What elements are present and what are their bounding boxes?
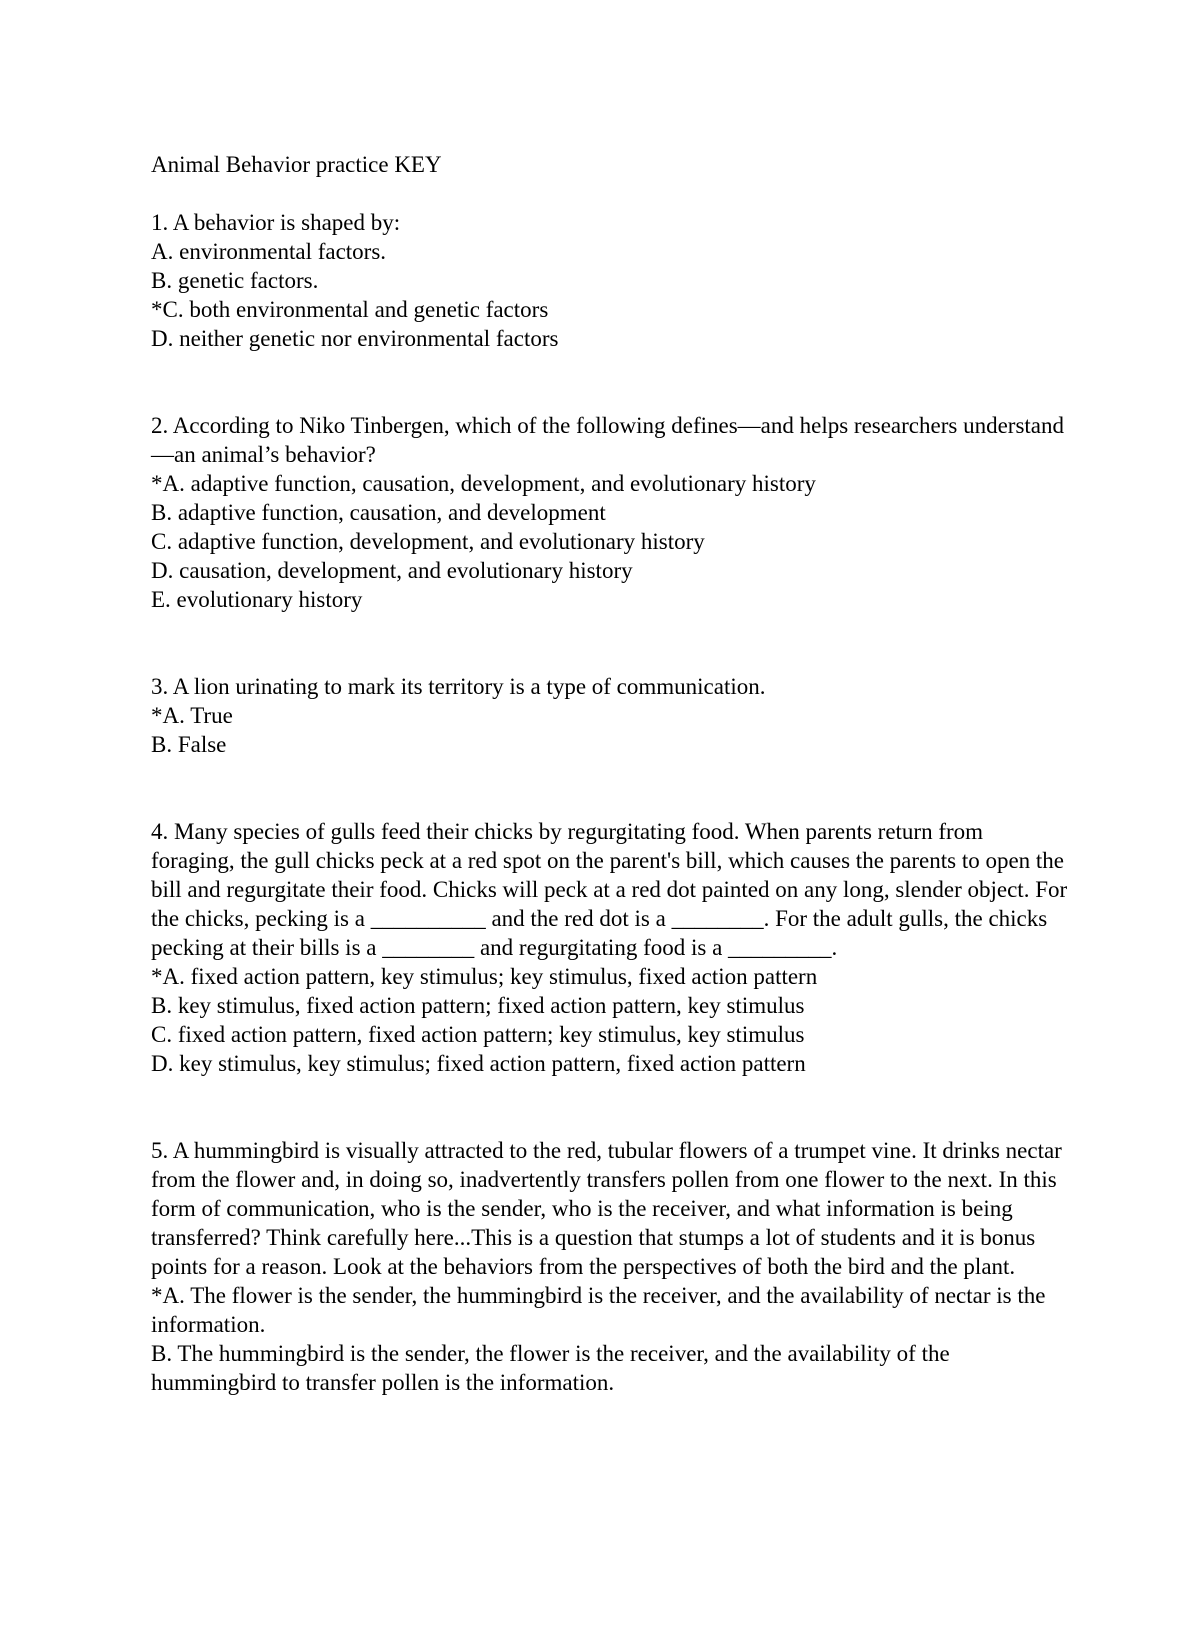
answer-option-correct: *A. True — [151, 703, 233, 728]
answer-options — [151, 701, 1071, 759]
document-title: Animal Behavior practice KEY — [151, 152, 442, 177]
answer-option: D. causation, development, and evolutionary history — [151, 558, 633, 583]
question-5 — [151, 1136, 1071, 1397]
question-4 — [151, 817, 1071, 1078]
answer-option: D. key stimulus, key stimulus; fixed action pattern, fixed action pattern — [151, 1051, 806, 1076]
answer-options — [151, 237, 1071, 353]
answer-option: E. evolutionary history — [151, 587, 363, 612]
answer-option: B. The hummingbird is the sender, the flower is the receiver, and the availability of the hummingbird to transfer pollen is the information. — [151, 1341, 950, 1395]
answer-option: A. environmental factors. — [151, 239, 387, 264]
question-3 — [151, 672, 1071, 759]
question-stem: 2. According to Niko Tinbergen, which of the following defines—and helps researchers understand—an animal’s behavior? — [151, 413, 1064, 467]
question-stem: 4. Many species of gulls feed their chicks by regurgitating food. When parents return from foraging, the gull chicks peck at a red spot on the parent's bill, which causes the parents to open the bill and regurgitate their food. Chicks will peck at a red dot painted on any long, slender object. For the chicks, pecking is a __________ and the red dot is a ________. For the adult gulls, the chicks pecking at their bills is a ________ and regurgitating food is a _________. — [151, 819, 1068, 960]
question-1 — [151, 208, 1071, 353]
answer-option-correct: *C. both environmental and genetic factors — [151, 297, 549, 322]
answer-option: B. False — [151, 732, 227, 757]
document-body — [151, 150, 1071, 1397]
answer-option-correct: *A. adaptive function, causation, development, and evolutionary history — [151, 471, 816, 496]
answer-option-correct: *A. The flower is the sender, the hummingbird is the receiver, and the availability of nectar is the information. — [151, 1283, 1046, 1337]
answer-option: C. fixed action pattern, fixed action pattern; key stimulus, key stimulus — [151, 1022, 805, 1047]
answer-option: D. neither genetic nor environmental factors — [151, 326, 559, 351]
answer-option-correct: *A. fixed action pattern, key stimulus; key stimulus, fixed action pattern — [151, 964, 818, 989]
question-stem: 1. A behavior is shaped by: — [151, 210, 401, 235]
answer-option: C. adaptive function, development, and evolutionary history — [151, 529, 705, 554]
question-stem: 3. A lion urinating to mark its territory is a type of communication. — [151, 674, 766, 699]
answer-option: B. key stimulus, fixed action pattern; fixed action pattern, key stimulus — [151, 993, 805, 1018]
question-2 — [151, 411, 1071, 614]
answer-options — [151, 469, 1071, 614]
question-stem: 5. A hummingbird is visually attracted to the red, tubular flowers of a trumpet vine. It drinks nectar from the flower and, in doing so, inadvertently transfers pollen from one flower to the next. In this form of communication, who is the sender, who is the receiver, and what information is being transferred? Think carefully here...This is a question that stumps a lot of students and it is bonus points for a reason. Look at the behaviors from the perspectives of both the bird and the plant. — [151, 1138, 1062, 1279]
answer-options — [151, 962, 1071, 1078]
answer-option: B. adaptive function, causation, and development — [151, 500, 606, 525]
answer-option: B. genetic factors. — [151, 268, 319, 293]
answer-options — [151, 1281, 1071, 1397]
